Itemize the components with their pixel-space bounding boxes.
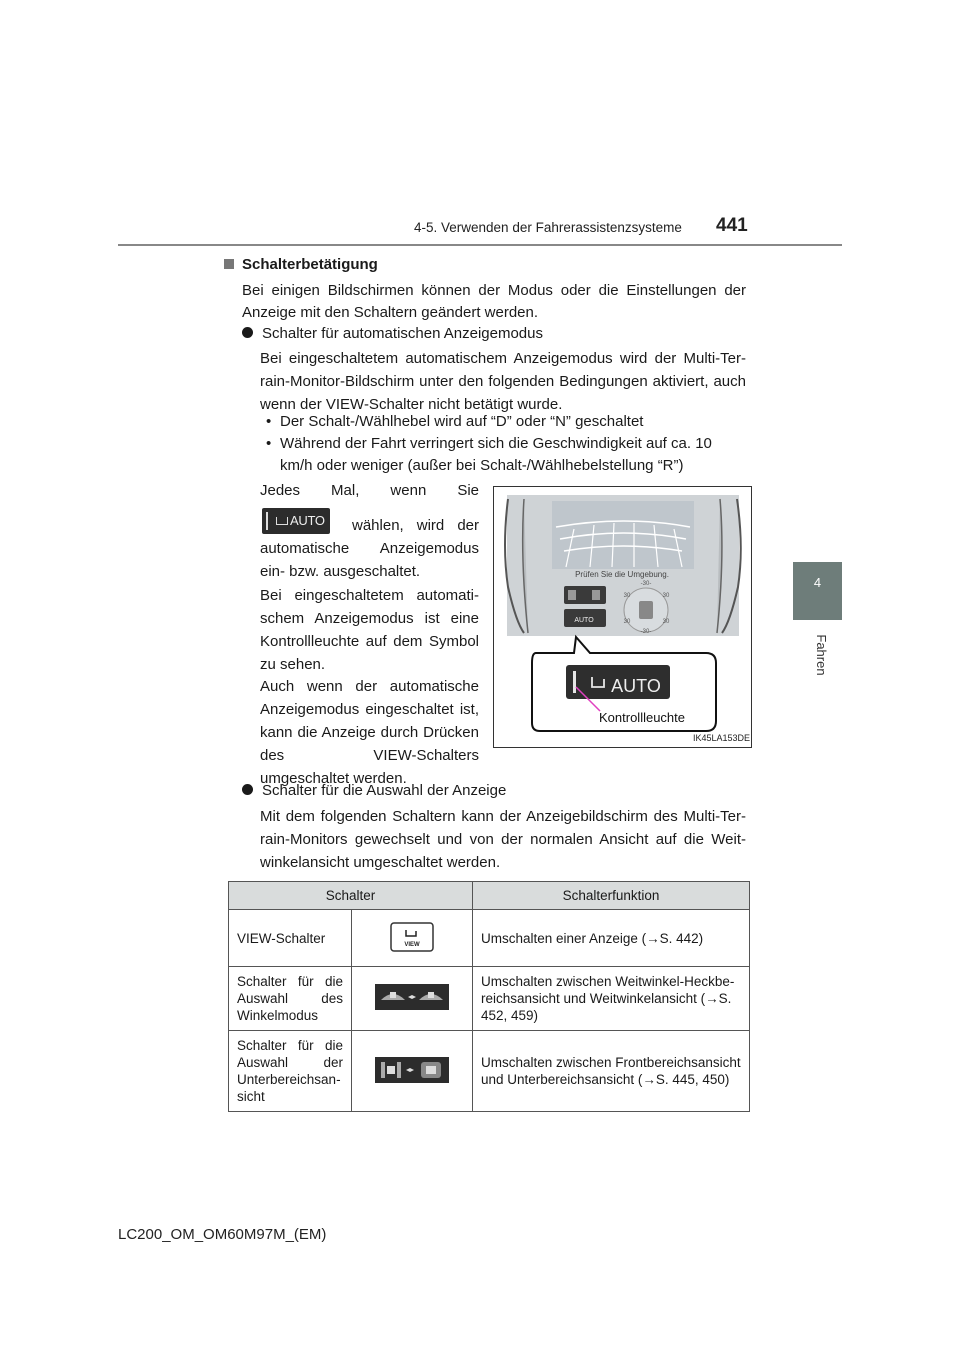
chapter-tab — [793, 562, 842, 620]
round-bullet-icon — [242, 327, 253, 338]
table-row — [229, 1031, 750, 1112]
auto-mode-description: Bei eingeschaltetem automatischem Anzeigemodus wird der Multi-Terrain-Monitor-Bildschirm unter den folgenden Bedingungen aktiviert, auch wenn der VIEW-Schalter nicht betätigt wurde. — [260, 350, 746, 413]
auto-mode-switch-icon: AUTO — [262, 508, 330, 534]
svg-text:30: 30 — [623, 619, 631, 625]
document-code: LC200_OM_OM60M97M_(EM) — [118, 1226, 327, 1243]
view-switch-icon — [390, 922, 434, 952]
bullet-display-select-title: Schalter für die Auswahl der Anzeige — [242, 780, 506, 802]
switch-function: Umschalten einer Anzeige (→S. 442) — [473, 910, 750, 967]
svg-text:AUTO: AUTO — [574, 617, 594, 624]
display-illustration — [493, 486, 752, 748]
monitor-figure-svg — [494, 487, 751, 747]
view-override-paragraph: Auch wenn der automatische Anzeigemodus eingeschaltet ist, kann die Anzeige durch Drücken des VIEW-Schalters umgeschaltet werden. — [260, 678, 479, 787]
page-number: 441 — [716, 215, 748, 236]
table-row — [229, 910, 750, 967]
switch-name: VIEW-Schalter — [229, 910, 352, 967]
display-select-description: Mit dem folgenden Schaltern kann der Anzeigebildschirm des Multi-Terrain-Monitors gewechselt und von der normalen Ansicht auf die Weitwinkelansicht umgeschaltet werden. — [260, 808, 746, 871]
view-switch-cell — [352, 910, 473, 967]
switch-name: Schalter für die Auswahl des Winkelmodus — [229, 967, 352, 1031]
table-row — [229, 967, 750, 1031]
switch-table — [228, 881, 750, 1112]
figure-code: IK45LA153DE — [693, 733, 751, 743]
indicator-paragraph: Bei eingeschaltetem automatischem Anzeigemodus ist eine Kontrollleuchte auf dem Symbol zu sehen. — [260, 587, 479, 673]
screen-message: Prüfen Sie die Umgebung. — [575, 570, 669, 579]
table-header-switch: Schalter — [229, 882, 473, 910]
svg-text:30: 30 — [662, 619, 670, 625]
chapter-tab-label: Fahren — [814, 634, 829, 676]
indicator-callout-label: Kontrollleuchte — [599, 710, 685, 725]
section-heading: Schalterbetätigung — [224, 254, 378, 276]
underfloor-switch-cell — [352, 1031, 473, 1112]
svg-text:-30-: -30- — [640, 629, 652, 635]
intro-paragraph: Bei einigen Bildschirmen können der Modus oder die Einstellungen der Anzeige mit den Schaltern geändert werden. — [242, 282, 746, 321]
square-bullet-icon — [224, 259, 234, 269]
underfloor-switch-icon — [375, 1057, 449, 1083]
auto-label-large: AUTO — [611, 676, 661, 696]
chapter-title: 4-5. Verwenden der Fahrerassistenzsysteme — [414, 220, 682, 235]
condition-item: • Während der Fahrt verringert sich die Geschwindigkeit auf ca. 10 km/h oder weniger (außer bei Schalt-/Wählhebelstellung “R”) — [266, 435, 712, 474]
svg-text:30: 30 — [662, 593, 670, 599]
bullet-auto-mode-title: Schalter für automatischen Anzeigemodus — [242, 323, 543, 345]
svg-text:-30-: -30- — [640, 581, 652, 587]
round-bullet-icon — [242, 784, 253, 795]
table-header-function: Schalterfunktion — [473, 882, 750, 910]
svg-text:30: 30 — [623, 593, 631, 599]
auto-toggle-text-1: Jedes Mal, wenn Sie — [260, 482, 479, 499]
auto-toggle-text-2: wählen, wird der automatische Anzeigemodus ein- bzw. ausgeschaltet. — [260, 517, 479, 580]
switch-function: Umschalten zwischen Frontbereichsansicht und Unterbereichsansicht (→S. 445, 450) — [473, 1031, 750, 1112]
wide-angle-switch-icon — [375, 984, 449, 1010]
chapter-tab-number: 4 — [813, 575, 822, 590]
svg-text:VIEW: VIEW — [404, 941, 420, 948]
switch-function: Umschalten zwischen Weitwinkel-Heckbereichsansicht und Weitwinkelansicht (→S. 452, 459) — [473, 967, 750, 1031]
header-divider — [118, 244, 842, 246]
switch-name: Schalter für die Auswahl der Unterbereichsansicht — [229, 1031, 352, 1112]
wide-angle-switch-cell — [352, 967, 473, 1031]
